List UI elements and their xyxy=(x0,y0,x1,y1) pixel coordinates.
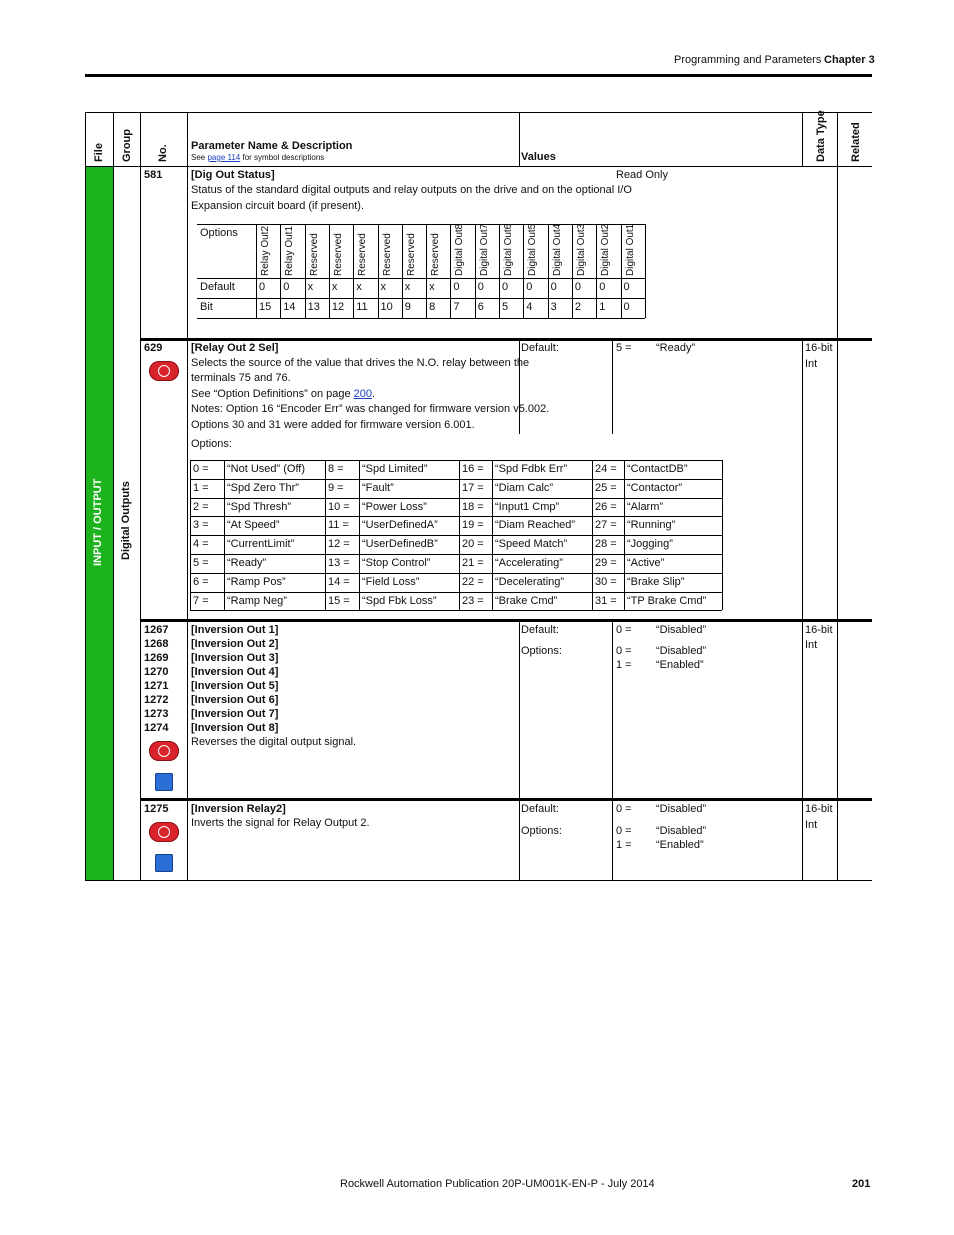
param-1275-options-label: Options: xyxy=(521,825,562,837)
option-number: 12 = xyxy=(328,538,350,551)
bit-table-default-value: x xyxy=(380,281,386,293)
bit-table-bottom-rule xyxy=(197,318,645,319)
param-1275-default-label: Default: xyxy=(521,803,559,815)
bit-table-bit-number: 6 xyxy=(477,301,484,313)
param-629-desc-2: terminals 75 and 76. xyxy=(191,372,291,384)
see-prefix: See xyxy=(191,153,208,162)
file-label: INPUT / OUTPUT xyxy=(92,478,104,566)
header-rule xyxy=(85,74,872,77)
option-number: 7 = xyxy=(193,594,209,607)
param-1267-values-divider-2 xyxy=(612,621,613,881)
bit-table-default-value: 0 xyxy=(259,281,266,293)
param-629-name: [Relay Out 2 Sel] xyxy=(191,342,279,354)
option-number: 28 = xyxy=(595,538,617,551)
option-label: “Brake Cmd” xyxy=(495,594,558,607)
option-label: “Ready” xyxy=(227,557,267,569)
col-divider-name xyxy=(187,112,188,881)
bit-table-column-header: Relay Out2 xyxy=(260,225,271,276)
param-1275-data-type-2: Int xyxy=(805,819,818,831)
param-629-values-divider xyxy=(519,340,520,434)
option-number: 23 = xyxy=(462,594,484,607)
col-divider-values xyxy=(519,112,520,167)
col-header-see-note xyxy=(191,153,324,163)
param-1275-desc: Inverts the signal for Relay Output 2. xyxy=(191,817,370,829)
option-number: 13 = xyxy=(328,557,350,569)
running-header-chapter: Chapter 3 xyxy=(824,54,875,66)
options-grid-row-rule xyxy=(190,573,722,574)
options-grid-col-rule xyxy=(325,460,326,610)
col-header-related: Related xyxy=(850,122,862,162)
option-label: “At Speed” xyxy=(227,519,280,532)
bit-table-column-header: Digital Out7 xyxy=(478,223,490,276)
param-number: 1267 xyxy=(144,624,169,636)
col-divider-related xyxy=(837,112,838,881)
param-1275-data-type-1: 16-bit xyxy=(805,803,833,815)
param-1267-default-num: 0 = xyxy=(616,624,632,636)
bit-table-default-value: x xyxy=(404,281,411,293)
param-1267-opt0-num: 0 = xyxy=(616,645,632,657)
options-grid-col-rule xyxy=(592,460,593,610)
bit-table-col-rule xyxy=(475,224,476,318)
param-number: 1273 xyxy=(144,708,169,720)
bit-table-col-rule xyxy=(280,224,281,318)
bit-table-options-label: Options xyxy=(200,227,238,239)
col-divider-file xyxy=(85,112,86,881)
table-top-rule xyxy=(85,112,872,113)
bit-table-default-value: x xyxy=(429,281,435,293)
options-grid-row-rule xyxy=(190,479,722,480)
option-number: 2 = xyxy=(193,500,209,513)
option-label: “Accelerating” xyxy=(495,557,563,569)
option-label: “Spd Thresh” xyxy=(227,500,291,513)
param-629-see-suffix: . xyxy=(372,388,376,400)
param-629-default-label: Default: xyxy=(521,342,559,354)
option-label: “Power Loss” xyxy=(362,500,427,513)
bit-table-bit-number: 11 xyxy=(356,301,368,313)
option-label: “Ramp Neg” xyxy=(227,594,287,607)
option-label: “Running” xyxy=(627,519,676,532)
param-1267-opt0-value: “Disabled” xyxy=(656,645,707,657)
bit-table-bit-number: 5 xyxy=(502,301,509,313)
options-grid-col-rule xyxy=(224,460,225,610)
bit-table-bit-number: 12 xyxy=(331,301,345,313)
option-number: 29 = xyxy=(595,557,617,569)
param-1267-desc: Reverses the digital output signal. xyxy=(191,736,357,748)
option-label: “Spd Fdbk Err” xyxy=(495,463,568,475)
options-grid-row-rule xyxy=(190,592,722,593)
param-1267-datatype-divider xyxy=(802,621,803,881)
option-label: “Contactor” xyxy=(627,481,683,494)
param-629-desc-1: Selects the source of the value that drives the N.O. relay between the xyxy=(191,357,530,369)
option-number: 19 = xyxy=(462,519,484,532)
param-number: 1272 xyxy=(144,694,169,706)
bit-table-default-value: 0 xyxy=(550,281,557,293)
bit-table-column-header: Digital Out1 xyxy=(624,223,636,276)
option-label: “CurrentLimit” xyxy=(227,538,295,551)
col-divider-datatype xyxy=(802,112,803,167)
param-1267-options-label: Options: xyxy=(521,645,562,657)
bit-table-bit-number: 2 xyxy=(574,301,582,313)
param-name: [Inversion Out 1] xyxy=(191,624,279,636)
param-name: [Inversion Out 2] xyxy=(191,638,279,650)
option-label: “Field Loss” xyxy=(362,575,420,588)
options-grid-row-rule xyxy=(190,516,722,517)
bit-table-bit-number: 1 xyxy=(599,301,606,313)
option-label: “Alarm” xyxy=(627,500,664,513)
bit-table-col-rule xyxy=(426,224,427,318)
option-number: 14 = xyxy=(328,575,350,588)
bit-table-default-value: 0 xyxy=(599,281,606,293)
bit-table-column-header: Reserved xyxy=(308,233,320,276)
options-grid-row-rule xyxy=(190,498,722,499)
bit-table-default-value: x xyxy=(307,281,314,293)
bit-table-col-rule xyxy=(548,224,549,318)
param-1267-opt1-num: 1 = xyxy=(616,659,632,671)
param-629-desc-3 xyxy=(191,387,375,401)
param-629-desc-4: Notes: Option 16 “Encoder Err” was changed for firmware version v5.002. xyxy=(191,403,550,415)
param-number: 1271 xyxy=(144,680,169,692)
bit-table-col-rule xyxy=(329,224,330,318)
param-1267-default-label: Default: xyxy=(521,624,559,636)
param-1275-opt0-num: 0 = xyxy=(616,825,632,837)
options-grid-col-rule xyxy=(492,460,493,610)
param-1275-opt1-value: “Enabled” xyxy=(656,839,704,851)
col-header-values: Values xyxy=(521,151,556,163)
see-page-link[interactable]: page 114 xyxy=(207,153,241,162)
param-name: [Inversion Out 3] xyxy=(191,652,279,664)
option-number: 18 = xyxy=(462,500,484,513)
bit-table-column-header: Digital Out5 xyxy=(527,223,539,276)
bit-table-bit-number: 3 xyxy=(550,301,557,313)
option-label: “Spd Zero Thr” xyxy=(227,481,299,494)
col-header-data-type: Data Type xyxy=(815,110,827,162)
option-number: 24 = xyxy=(595,463,617,475)
options-grid-col-rule xyxy=(359,460,360,610)
bit-table-default-value: 0 xyxy=(477,281,484,293)
param-number: 1268 xyxy=(144,638,169,650)
bit-table-col-rule xyxy=(621,224,622,318)
bit-table-column-header: Digital Out6 xyxy=(503,223,514,276)
param-1267-bottom-rule xyxy=(140,798,872,801)
option-number: 15 = xyxy=(328,594,350,607)
option-number: 6 = xyxy=(193,575,209,588)
option-number: 4 = xyxy=(193,538,209,551)
bit-table-bit-number: 15 xyxy=(259,301,272,313)
bit-table-default-value: 0 xyxy=(283,281,290,293)
bit-table-col-rule xyxy=(523,224,524,318)
bit-table-col-rule xyxy=(256,224,257,318)
option-label: “Jogging” xyxy=(627,538,673,551)
bit-table-col-rule xyxy=(572,224,573,318)
param-1275-number: 1275 xyxy=(144,803,169,815)
col-header-file: File xyxy=(93,143,105,162)
option-label: “Active” xyxy=(627,557,665,569)
option-label: “Speed Match” xyxy=(495,538,568,551)
param-581-value: Read Only xyxy=(616,169,668,181)
bit-table-column-header: Reserved xyxy=(430,233,442,276)
option-label: “TP Brake Cmd” xyxy=(627,594,707,607)
option-label: “Input1 Cmp” xyxy=(495,500,560,513)
bit-table-column-header: Reserved xyxy=(381,233,393,276)
param-581-number: 581 xyxy=(144,169,163,181)
param-1267-values-divider xyxy=(519,621,520,881)
bit-table-col-rule xyxy=(450,224,451,318)
param-629-bottom-rule xyxy=(140,619,872,622)
param-1275-default-num: 0 = xyxy=(616,803,632,815)
bit-table-default-value: 0 xyxy=(502,281,509,293)
bit-table-col-rule xyxy=(353,224,354,318)
option-label: “Decelerating” xyxy=(495,575,565,588)
bit-table-bit-number: 4 xyxy=(526,301,533,313)
param-629-default-value: “Ready” xyxy=(656,342,696,354)
option-label: “Spd Limited” xyxy=(362,463,428,475)
options-grid-col-rule xyxy=(190,460,191,610)
bit-table-column-header: Digital Out4 xyxy=(551,223,563,276)
col-header-param-name: Parameter Name & Description xyxy=(191,140,353,152)
bit-table-bit-number: 0 xyxy=(623,301,630,313)
bit-table-bit-number: 10 xyxy=(380,301,393,313)
param-name: [Inversion Out 8] xyxy=(191,722,279,734)
bit-table-col-rule xyxy=(596,224,597,318)
table-header-bottom-rule xyxy=(85,166,872,167)
param-581-desc-1: Status of the standard digital outputs and relay outputs on the drive and on the optional I/O xyxy=(191,184,632,196)
options-grid-row-rule xyxy=(190,610,722,611)
options-grid-col-rule xyxy=(722,460,723,610)
param-629-number: 629 xyxy=(144,342,163,354)
bit-table-bit-number: 8 xyxy=(429,301,436,313)
param-number: 1270 xyxy=(144,666,169,678)
bit-table-row-rule xyxy=(197,298,645,299)
bit-table-default-value: 0 xyxy=(453,281,460,293)
blue-square-icon xyxy=(155,773,173,791)
param-1275-default-value: “Disabled” xyxy=(656,803,707,815)
option-number: 3 = xyxy=(193,519,209,532)
option-label: “Diam Calc” xyxy=(495,481,554,494)
options-grid-row-rule xyxy=(190,554,722,555)
option-number: 5 = xyxy=(193,557,209,569)
group-label: Digital Outputs xyxy=(120,481,132,560)
option-number: 30 = xyxy=(595,575,617,588)
option-number: 27 = xyxy=(595,519,617,532)
bit-table-bit-number: 9 xyxy=(404,301,411,313)
param-1267-opt1-value: “Enabled” xyxy=(656,659,704,671)
bit-table-default-value: x xyxy=(331,281,338,293)
param-629-desc-5: Options 30 and 31 were added for firmware version 6.001. xyxy=(191,419,475,431)
bit-table-column-header: Digital Out2 xyxy=(600,223,612,276)
option-number: 1 = xyxy=(193,481,209,494)
option-number: 0 = xyxy=(193,463,209,475)
option-label: “Not Used” (Off) xyxy=(227,463,306,475)
bit-table-bit-number: 13 xyxy=(307,301,320,313)
bit-table-bit-label: Bit xyxy=(200,301,213,313)
bit-table-col-rule xyxy=(378,224,379,318)
param-629-see-prefix: See “Option Definitions” on page xyxy=(191,388,354,400)
param-629-data-type-1: 16-bit xyxy=(805,342,833,354)
bit-table-default-value: 0 xyxy=(526,281,533,293)
col-header-group: Group xyxy=(121,129,133,162)
option-number: 8 = xyxy=(328,463,344,475)
bit-table-default-value: 0 xyxy=(623,281,630,293)
param-1267-default-value: “Disabled” xyxy=(656,624,707,636)
option-number: 25 = xyxy=(595,481,617,494)
col-divider-no xyxy=(140,112,141,881)
param-581-desc-2: Expansion circuit board (if present). xyxy=(191,200,365,212)
red-stop-icon xyxy=(149,741,179,761)
option-label: “Stop Control” xyxy=(362,557,431,569)
bit-table-column-header: Reserved xyxy=(332,233,344,276)
param-number: 1269 xyxy=(144,652,169,664)
param-1267-data-type-1: 16-bit xyxy=(805,624,833,636)
col-header-no: No. xyxy=(157,144,169,162)
bit-table-column-header: Reserved xyxy=(405,233,417,276)
bit-table-default-value: x xyxy=(356,281,362,293)
param-1275-name: [Inversion Relay2] xyxy=(191,803,286,815)
bit-table-column-header: Digital Out8 xyxy=(454,223,466,276)
option-label: “Diam Reached” xyxy=(495,519,576,532)
option-label: “Brake Slip” xyxy=(627,575,685,588)
param-629-options-label: Options: xyxy=(191,438,232,450)
footer-page-number: 201 xyxy=(852,1178,871,1190)
option-number: 10 = xyxy=(328,500,350,513)
option-label: “Spd Fbk Loss” xyxy=(362,594,437,607)
param-629-values-divider-2 xyxy=(612,340,613,434)
option-number: 17 = xyxy=(462,481,484,494)
option-number: 16 = xyxy=(462,463,484,475)
param-1275-opt1-num: 1 = xyxy=(616,839,632,851)
bit-table-column-header: Reserved xyxy=(357,233,369,276)
bit-table-bit-number: 7 xyxy=(453,301,460,313)
option-number: 11 = xyxy=(328,519,349,532)
option-label: “UserDefinedB” xyxy=(362,538,438,551)
table-bottom-rule xyxy=(85,880,872,881)
bit-table-column-header: Relay Out1 xyxy=(284,225,296,276)
param-1267-data-type-2: Int xyxy=(805,639,818,651)
option-label: “ContactDB” xyxy=(627,463,688,475)
option-number: 26 = xyxy=(595,500,617,513)
param-629-data-type-2: Int xyxy=(805,358,818,370)
param-581-name: [Dig Out Status] xyxy=(191,169,275,181)
bit-table-row-rule xyxy=(197,278,645,279)
param-1275-opt0-value: “Disabled” xyxy=(656,825,707,837)
option-label: “Ramp Pos” xyxy=(227,575,286,588)
blue-square-icon xyxy=(155,854,173,872)
param-629-datatype-divider xyxy=(802,340,803,620)
option-number: 9 = xyxy=(328,481,344,494)
option-number: 20 = xyxy=(462,538,484,551)
running-header-section: Programming and Parameters xyxy=(674,54,822,66)
param-629-page-link[interactable]: 200 xyxy=(353,388,373,400)
bit-table-col-rule xyxy=(499,224,500,318)
options-grid-row-rule xyxy=(190,460,722,461)
option-number: 22 = xyxy=(462,575,484,588)
param-name: [Inversion Out 6] xyxy=(191,694,279,706)
bit-table-col-rule xyxy=(402,224,403,318)
param-name: [Inversion Out 7] xyxy=(191,708,279,720)
option-label: “UserDefinedA” xyxy=(362,519,438,532)
option-number: 21 = xyxy=(462,557,484,569)
option-number: 31 = xyxy=(595,594,617,607)
bit-table-col-rule xyxy=(305,224,306,318)
bit-table-column-header: Digital Out3 xyxy=(575,223,587,276)
col-divider-group xyxy=(113,112,114,881)
option-label: “Fault” xyxy=(362,481,394,494)
options-grid-col-rule xyxy=(624,460,625,610)
bit-table-bit-number: 14 xyxy=(283,301,296,313)
options-grid-row-rule xyxy=(190,535,722,536)
see-suffix: for symbol descriptions xyxy=(240,153,325,162)
red-stop-icon xyxy=(149,822,179,842)
param-name: [Inversion Out 4] xyxy=(191,666,279,678)
bit-table-default-label: Default xyxy=(200,281,235,293)
red-stop-icon xyxy=(149,361,179,381)
param-629-default-num: 5 = xyxy=(616,342,632,354)
options-grid-col-rule xyxy=(459,460,460,610)
bit-table-col-rule xyxy=(645,224,646,318)
bit-table-default-value: 0 xyxy=(574,281,582,293)
param-name: [Inversion Out 5] xyxy=(191,680,279,692)
param-number: 1274 xyxy=(144,722,169,734)
footer-publication: Rockwell Automation Publication 20P-UM001K-EN-P - July 2014 xyxy=(340,1178,655,1190)
